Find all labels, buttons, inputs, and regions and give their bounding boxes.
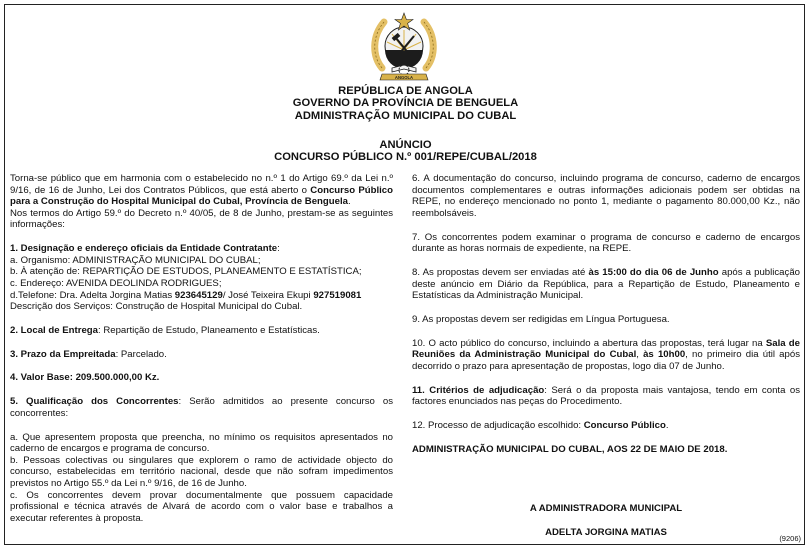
- section-10-time: às 10h00: [643, 349, 686, 361]
- section-3: [10, 349, 393, 361]
- closing-line: [412, 444, 800, 456]
- section-10-text-end: , no primeiro dia útil após decorrido o prazo para apresentação de propostas, logo dia 07 de Junho.: [412, 349, 800, 372]
- section-1: [10, 243, 393, 313]
- section-1-a: a. Organismo: ADMINISTRAÇÃO MUNICIPAL DO CUBAL;: [10, 254, 261, 266]
- section-5-a: a. Que apresentem proposta que preencha, no mínimo os requisitos apresentados no caderno de encargos e programa de concurso.: [10, 431, 393, 455]
- section-5: [10, 396, 393, 419]
- intro-paragraph-2: Nos termos do Artigo 59.º do Decreto n.º 40/05, de 8 de Junho, prestam-se as seguintes informações:: [10, 207, 393, 231]
- section-11: [412, 385, 800, 408]
- notice-header: [0, 139, 811, 164]
- phone-contact-2: / José Teixeira Ekupi: [222, 289, 314, 301]
- section-5-title: 5. Qualificação dos Concorrentes: [10, 396, 179, 408]
- section-12: [412, 420, 800, 432]
- intro-bold: Concurso Público para a Construção do Hospital Municipal do Cubal, Província de Benguela: [10, 184, 393, 208]
- notice-type: ANÚNCIO: [379, 139, 432, 151]
- section-10: [412, 338, 800, 373]
- coat-of-arms-emblem: [368, 10, 440, 82]
- section-11-text: : Será o da proposta mais vantajosa, tendo em conta os factores enunciados nas peças do Procedimento.: [412, 384, 800, 408]
- section-3-text: : Parcelado.: [115, 348, 167, 360]
- left-column: [10, 173, 393, 524]
- intro-paragraph: [10, 173, 393, 208]
- section-8-text-end: após a publicação deste anúncio em Diário da República, para a Repartição de Estudo, Planeamento e Estatísticas da Administração Municipal.: [412, 266, 800, 302]
- section-1-e: Descrição dos Serviços: Construção de Hospital Municipal do Cubal.: [10, 301, 303, 313]
- phone-number-2: 927519081: [313, 289, 362, 301]
- intro-text: Torna-se público que em harmonia com o estabelecido no n.º 1 do Artigo 69.º da Lei n.º 9/16, de 16 de Junho, Lei dos Contratos Públicos, que está aberto o: [10, 173, 393, 196]
- phone-number-1: 923645129: [174, 289, 223, 301]
- section-12-end: .: [665, 420, 669, 432]
- issuer-header: [0, 85, 811, 122]
- section-9: 9. As propostas devem ser redigidas em Língua Portuguesa.: [412, 313, 670, 325]
- section-1-colon: :: [277, 243, 280, 255]
- section-5-c: c. Os concorrentes devem provar documentalmente que possuem capacidade profissional e técnica através de Alvará de acordo com o valor base e trabalhos a executar referentes à proposta.: [10, 489, 393, 524]
- signatory-name: ADELTA JORGINA MATIAS: [545, 527, 667, 538]
- section-8: [412, 267, 800, 302]
- closing-text: ADMINISTRAÇÃO MUNICIPAL DO CUBAL, AOS 22 DE MAIO DE 2018.: [412, 443, 728, 455]
- section-8-deadline: às 15:00 do dia 06 de Junho: [588, 266, 719, 278]
- intro-end: .: [347, 196, 351, 208]
- signatory-role: A ADMINISTRADORA MUNICIPAL: [529, 503, 683, 514]
- section-2: [10, 325, 393, 337]
- section-5-text: : Serão admitidos ao presente concurso os concorrentes:: [10, 396, 393, 419]
- header-republic: REPÚBLICA DE ANGOLA: [338, 85, 473, 97]
- section-12-text: 12. Processo de adjudicação escolhido:: [412, 420, 584, 432]
- reference-number: (9206): [779, 534, 801, 543]
- emblem-banner-text: ANGOLA: [394, 75, 414, 80]
- section-4-title: 4. Valor Base: 209.500.000,00 Kz.: [10, 372, 160, 384]
- section-5-b: b. Pessoas colectivas ou singulares que explorem o ramo de actividade objecto do concurso, estabelecidas em território nacional, desde que não sofram impedimentos previstos no Artigo 55.º da Lei n.º 9/16, de 16 de Junho.: [10, 454, 393, 489]
- section-12-process: Concurso Público: [583, 420, 666, 432]
- phone-label: d.Telefone: Dra. Adelta Jorgina Matias: [10, 289, 175, 301]
- section-2-title: 2. Local de Entrega: [10, 324, 98, 336]
- header-province: GOVERNO DA PROVÍNCIA DE BENGUELA: [292, 97, 519, 110]
- section-1-d: [10, 290, 361, 301]
- section-1-title: 1. Designação e endereço oficiais da Entidade Contratante: [10, 243, 278, 255]
- right-column: [412, 173, 800, 468]
- section-8-text: 8. As propostas devem ser enviadas até: [412, 266, 589, 278]
- section-11-title: 11. Critérios de adjudicação: [412, 384, 545, 396]
- section-10-comma: ,: [636, 349, 644, 361]
- section-1-b: b. À atenção de: REPARTIÇÃO DE ESTUDOS, PLANEAMENTO E ESTATÍSTICA;: [10, 266, 362, 278]
- section-6: 6. A documentação do concurso, incluindo programa de concurso, caderno de encargos documentos complementares e outras informações adicionais podem ser obtidas na REPE, no endereço mencionado no ponto 1, mediante o pagamento 80.000,00 Kz., não reembolsáveis.: [412, 173, 800, 219]
- section-3-title: 3. Prazo da Empreitada: [10, 348, 116, 360]
- section-4: [10, 372, 393, 384]
- section-1-c: c. Endereço: AVENIDA DEOLINDA RODRIGUES;: [10, 277, 222, 289]
- notice-title: CONCURSO PÚBLICO N.º 001/REPE/CUBAL/2018: [274, 151, 537, 164]
- header-administration: ADMINISTRAÇÃO MUNICIPAL DO CUBAL: [294, 109, 517, 122]
- section-10-venue: Sala de Reuniões da Administração Municipal do Cubal: [412, 337, 800, 361]
- section-2-text: : Repartição de Estudo, Planeamento e Estatísticas.: [97, 324, 320, 336]
- section-7: 7. Os concorrentes podem examinar o programa de concurso e caderno de encargos durante as horas normais de expediente, na REPE.: [412, 231, 800, 255]
- section-10-text: 10. O acto público do concurso, incluindo a abertura das propostas, terá lugar na: [412, 337, 766, 349]
